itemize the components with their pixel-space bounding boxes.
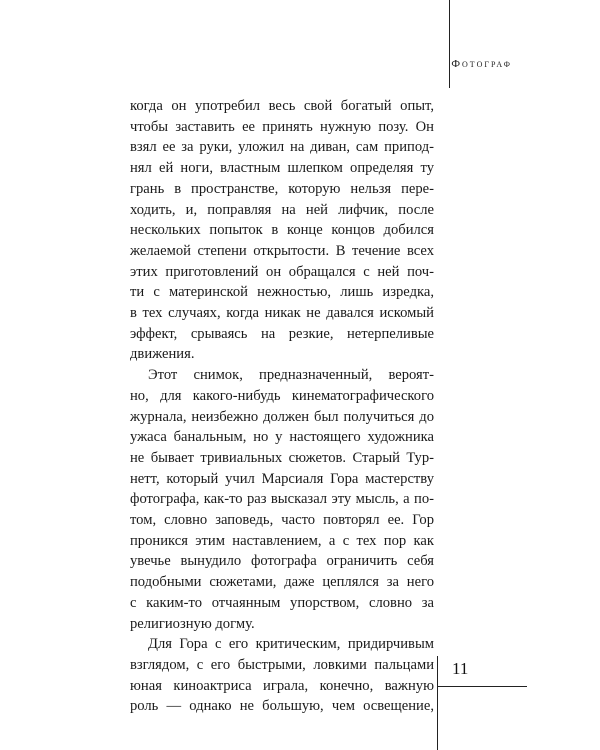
text-line: но, для какого-нибудь кинематографического xyxy=(130,387,434,404)
text-line: роль — однако не большую, чем освещение, xyxy=(130,698,434,715)
text-line: этих приготовлений он обращался с ней поч- xyxy=(130,263,434,280)
text-line: религиозную догму. xyxy=(130,615,255,632)
text-line: нетт, который учил Марсиаля Гора мастерству xyxy=(130,470,434,487)
text-line: ти с материнской нежностью, лишь изредка, xyxy=(130,284,434,301)
running-head: Фотограф xyxy=(451,58,512,70)
text-line: ходить, и, поправляя на ней лифчик, после xyxy=(130,201,434,218)
text-line: том, словно заповедь, часто повторял ее. Гор xyxy=(130,512,434,529)
text-line: чтобы заставить ее принять нужную позу. Он xyxy=(130,118,434,135)
top-vertical-rule xyxy=(449,0,450,88)
text-line: юная киноактриса играла, конечно, важную xyxy=(130,677,434,694)
text-line: взглядом, с его быстрыми, ловкими пальцами xyxy=(130,656,434,673)
text-line: увечье вынудило фотографа ограничить себя xyxy=(130,553,434,570)
text-line: нял ей ноги, властным шлепком определяя ту xyxy=(130,160,434,177)
text-line: не бывает тривиальных сюжетов. Старый Тур- xyxy=(130,449,434,466)
page-number: 11 xyxy=(452,659,469,678)
text-line: с каким-то отчаянным упорством, словно за xyxy=(130,594,434,611)
text-line: в тех случаях, когда никак не давался искомый xyxy=(130,305,434,322)
body-text xyxy=(130,96,434,717)
text-line: подобными сюжетами, даже цеплялся за него xyxy=(130,574,434,591)
bottom-horizontal-rule xyxy=(437,686,527,687)
text-line: Для Гора с его критическим, придирчивым xyxy=(148,636,434,653)
text-line: взял ее за руки, уложил на диван, сам припод- xyxy=(130,139,434,156)
text-line: движения. xyxy=(130,346,195,363)
text-line: фотографа, как-то раз высказал эту мысль, а по- xyxy=(130,491,434,508)
text-line: проникся этим наставлением, а с тех пор как xyxy=(130,532,434,549)
text-line: журнала, неизбежно должен был получиться до xyxy=(130,408,434,425)
text-line: ужаса банальным, но у настоящего художника xyxy=(130,429,434,446)
text-line: грань в пространстве, которую нельзя пере- xyxy=(130,180,434,197)
text-line: Этот снимок, предназначенный, вероят- xyxy=(148,367,434,384)
text-line: эффект, срываясь на резкие, нетерпеливые xyxy=(130,325,434,342)
text-line: желаемой степени открытости. В течение всех xyxy=(130,242,434,259)
text-line: когда он употребил весь свой богатый опыт, xyxy=(130,98,434,114)
text-line: нескольких попыток в конце концов добился xyxy=(130,222,434,239)
bottom-vertical-rule xyxy=(437,656,438,750)
